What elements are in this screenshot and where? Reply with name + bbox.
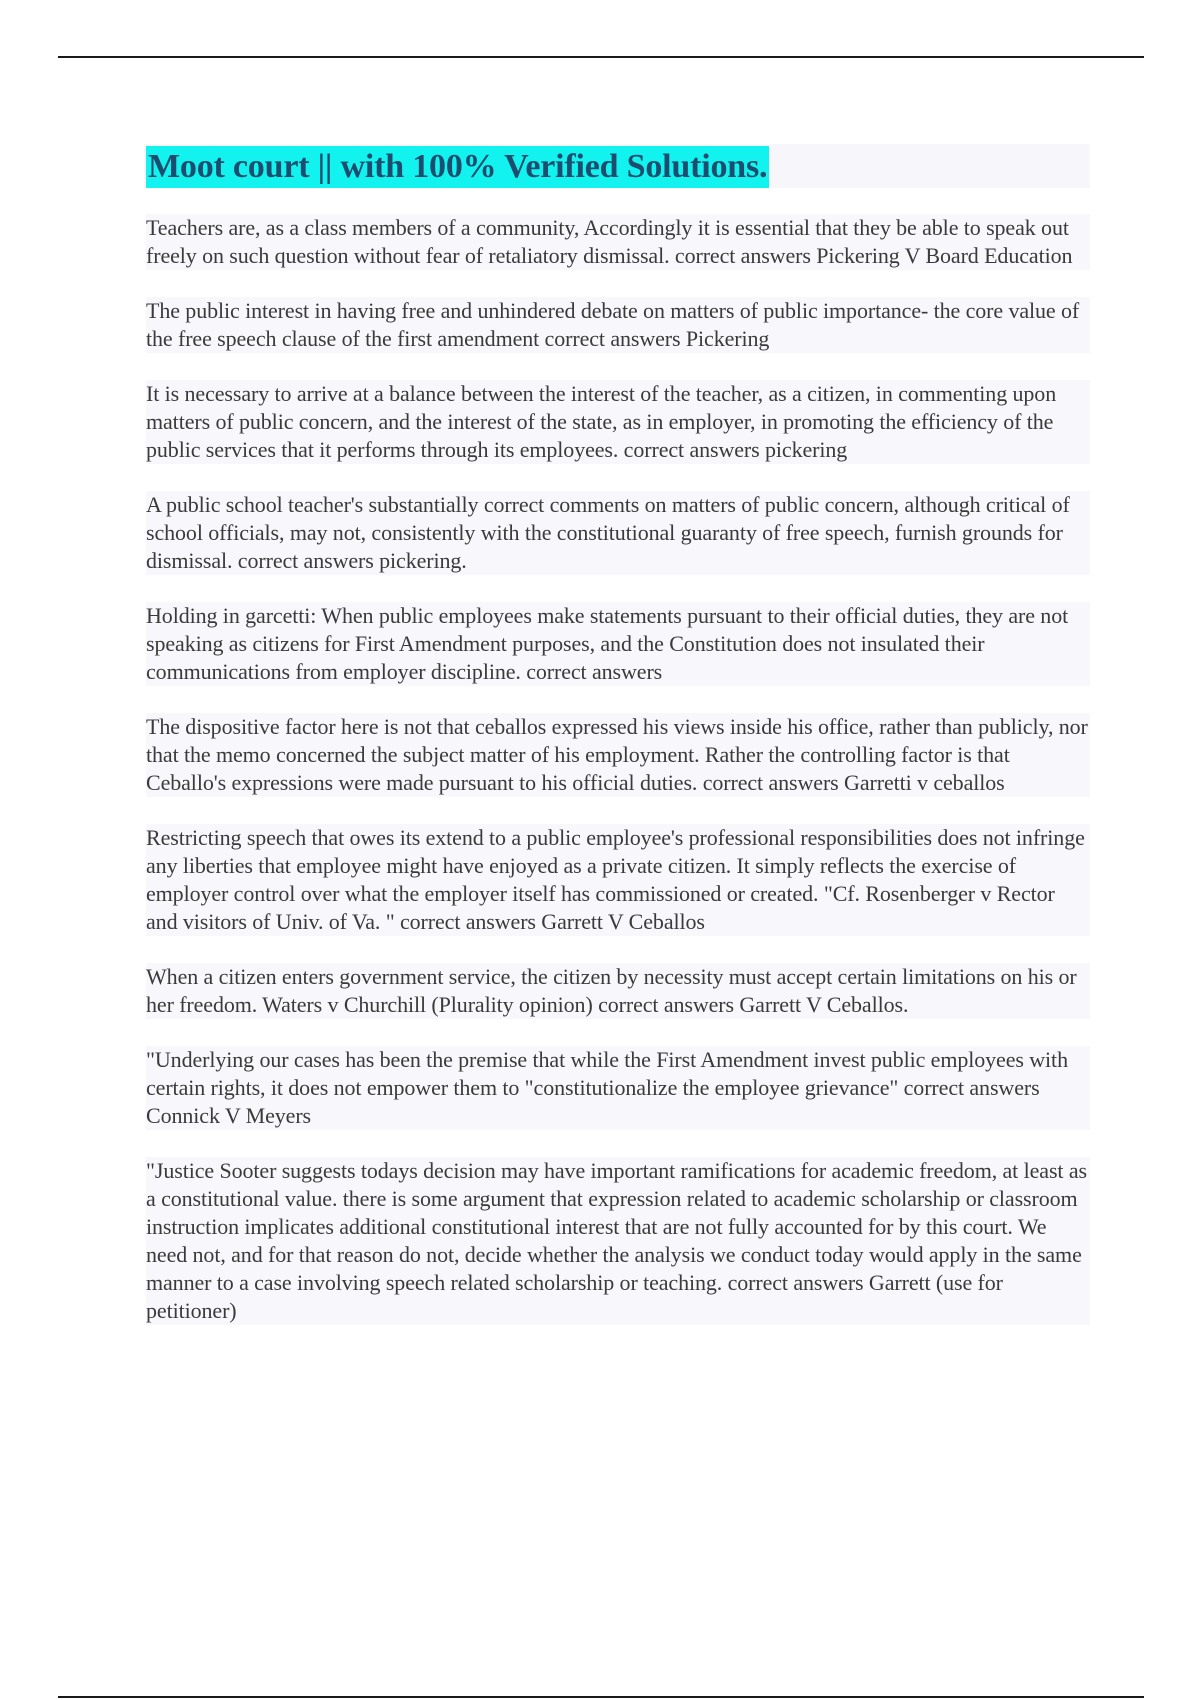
paragraph-2: The public interest in having free and unhindered debate on matters of public importance- the core value of the free speech clause of the first amendment correct answers Pickering (146, 297, 1090, 353)
paragraph-7: Restricting speech that owes its extend to a public employee's professional responsibilities does not infringe any liberties that employee might have enjoyed as a private citizen. It simply reflects the exercise of employer control over what the employer itself has commissioned or created. "Cf. Rosenberger v Rector and visitors of Univ. of Va. " correct answers Garrett V Ceballos (146, 824, 1090, 936)
paragraph-5: Holding in garcetti: When public employees make statements pursuant to their official duties, they are not speaking as citizens for First Amendment purposes, and the Constitution does not insulated their communications from employer discipline. correct answers (146, 602, 1090, 686)
paragraph-8: When a citizen enters government service, the citizen by necessity must accept certain limitations on his or her freedom. Waters v Churchill (Plurality opinion) correct answers Garrett V Ceballos. (146, 963, 1090, 1019)
footer-rule (58, 1696, 1144, 1698)
paragraph-9: "Underlying our cases has been the premise that while the First Amendment invest public employees with certain rights, it does not empower them to "constitutionalize the employee grievance" correct answers Connick V Meyers (146, 1046, 1090, 1130)
document-body (146, 214, 1090, 1352)
paragraph-10: "Justice Sooter suggests todays decision may have important ramifications for academic freedom, at least as a constitutional value. there is some argument that expression related to academic scholarship or classroom instruction implicates additional constitutional interest that are not fully accounted for by this court. We need not, and for that reason do not, decide whether the analysis we conduct today would apply in the same manner to a case involving speech related scholarship or teaching. correct answers Garrett (use for petitioner) (146, 1157, 1090, 1325)
document-title: Moot court || with 100% Verified Solutions. (146, 146, 769, 188)
paragraph-6: The dispositive factor here is not that ceballos expressed his views inside his office, rather than publicly, nor that the memo concerned the subject matter of his employment. Rather the controlling factor is that Ceballo's expressions were made pursuant to his official duties. correct answers Garretti v ceballos (146, 713, 1090, 797)
paragraph-3: It is necessary to arrive at a balance between the interest of the teacher, as a citizen, in commenting upon matters of public concern, and the interest of the state, as in employer, in promoting the efficiency of the public services that it performs through its employees. correct answers pickering (146, 380, 1090, 464)
paragraph-4: A public school teacher's substantially correct comments on matters of public concern, although critical of school officials, may not, consistently with the constitutional guaranty of free speech, furnish grounds for dismissal. correct answers pickering. (146, 491, 1090, 575)
paragraph-1: Teachers are, as a class members of a community, Accordingly it is essential that they be able to speak out freely on such question without fear of retaliatory dismissal. correct answers Pickering V Board Education (146, 214, 1090, 270)
header-rule (58, 56, 1144, 58)
